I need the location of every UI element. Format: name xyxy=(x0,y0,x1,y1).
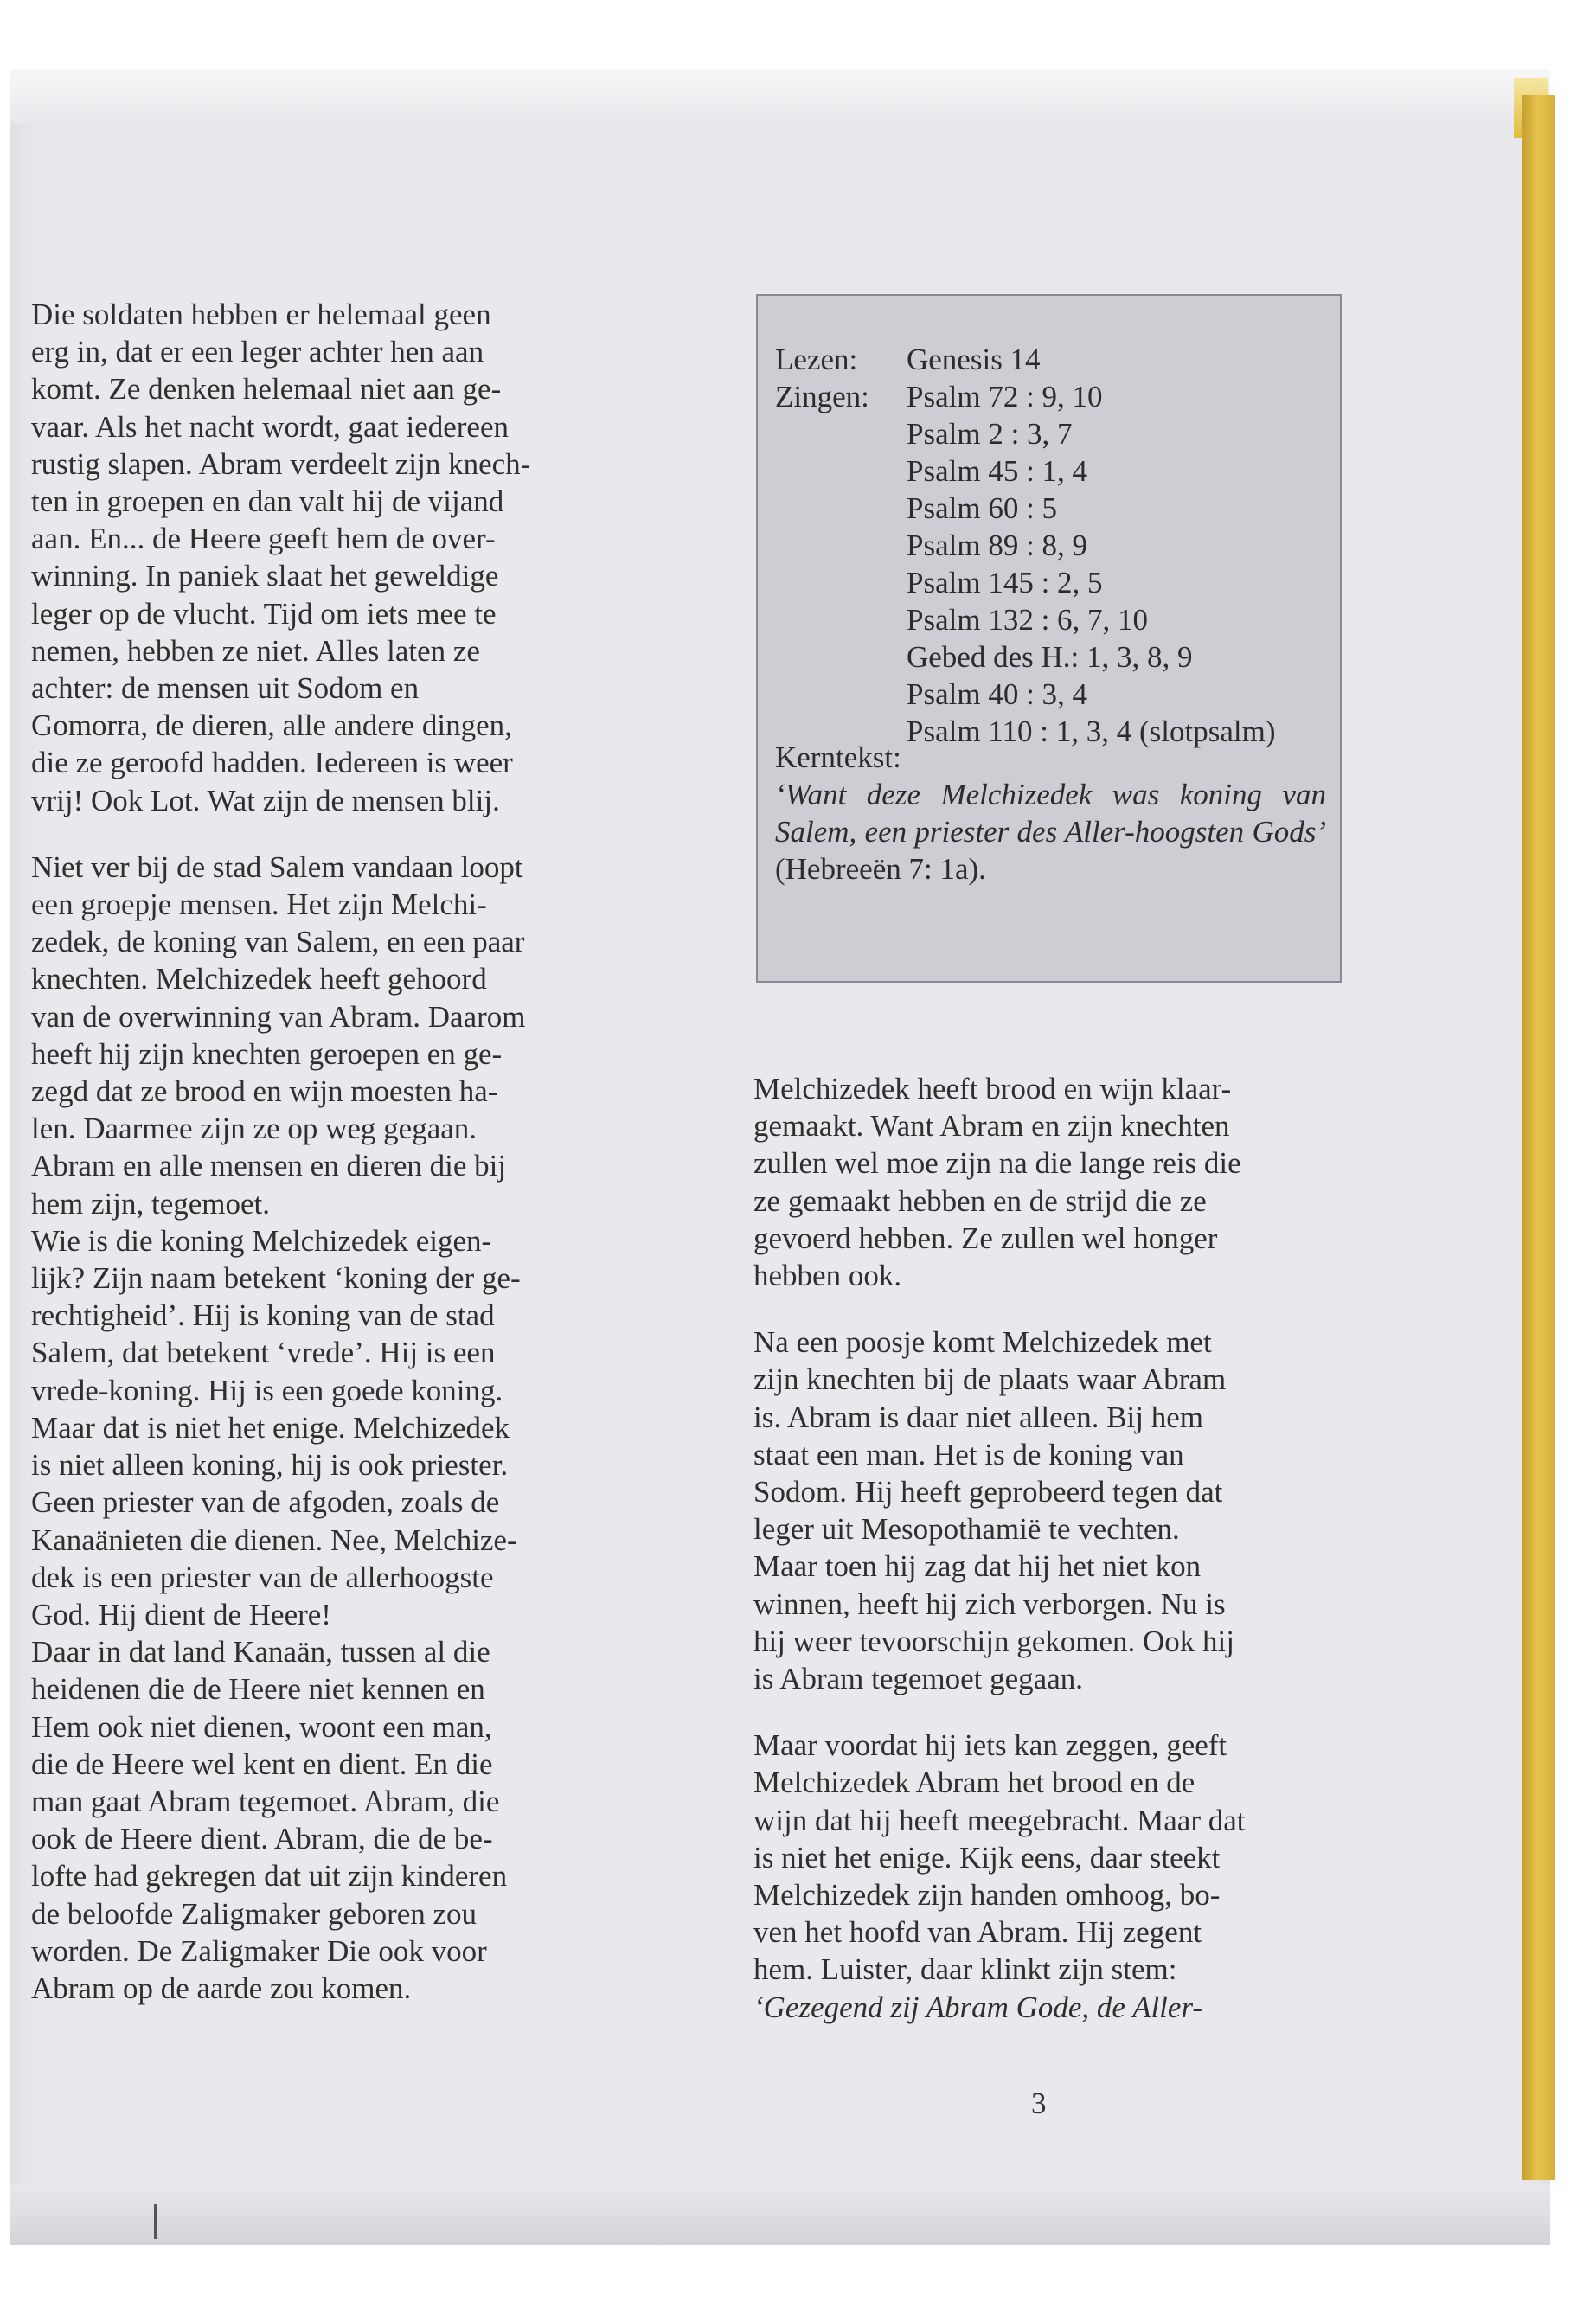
song-item: Psalm 132 : 6, 7, 10 xyxy=(907,603,1149,637)
lezen-label: Lezen: xyxy=(775,343,858,376)
page-number: 3 xyxy=(1031,2086,1047,2120)
zingen-row xyxy=(775,378,907,415)
lezen-value: Genesis 14 xyxy=(907,343,1041,376)
reading-info-box xyxy=(756,294,1342,983)
song-item: Psalm 40 : 3, 4 xyxy=(907,677,1088,711)
page-bottom-shadow xyxy=(10,2184,1550,2245)
book-spine xyxy=(1522,95,1555,2180)
paragraph: Maar voordat hij iets kan zeggen, geeft Melchizedek Abram het brood en de wijn dat hij heeft meegebracht. Maar dat is niet het enige. Kijk eens, daar steekt Melchizedek zijn handen omhoog, bo- ven het hoofd van Abram. Hij zegent hem. Luister, daar klinkt zijn stem: ‘Gezegend zij Abram Gode, de Aller- xyxy=(753,1728,1246,2024)
quote-line: ‘Gezegend zij Abram Gode, de Aller- xyxy=(753,1990,1203,2024)
paragraph: Na een poosje komt Melchizedek met zijn knechten bij de plaats waar Abram is. Abram is daar niet alleen. Bij hem staat een man. Het is de koning van Sodom. Hij heeft geprobeerd tegen dat leger uit Mesopothamië te vechten. Maar toen hij zag dat hij het niet kon winnen, heeft hij zich verborgen. Nu is hij weer tevoorschijn gekomen. Ook hij is Abram tegemoet gegaan. xyxy=(753,1325,1234,1696)
song-item: Psalm 145 : 2, 5 xyxy=(907,566,1103,599)
zingen-label: Zingen: xyxy=(775,380,869,413)
lezen-row xyxy=(775,341,1041,378)
page-top-shadow xyxy=(10,69,1550,123)
kerntekst-text xyxy=(775,776,1326,888)
scan-mark xyxy=(154,2204,157,2239)
kerntekst-reference: (Hebreeën 7: 1a). xyxy=(775,852,986,887)
paragraph: Melchizedek heeft brood en wijn klaar- gemaakt. Want Abram en zijn knechten zullen wel moe zijn na die lange reis die ze gemaakt hebben en de strijd die ze gevoerd hebben. Ze zullen wel honger hebben ook. xyxy=(753,1072,1241,1293)
right-column xyxy=(753,1070,1341,2026)
kerntekst-quote: ‘Want deze Melchizedek was koning van Salem, een priester des Aller-hoogsten Gods’ xyxy=(775,778,1326,849)
paragraph: Die soldaten hebben er helemaal geen erg in, dat er een leger achter hen aan komt. Ze denken helemaal niet aan ge- vaar. Als het nacht wordt, gaat iedereen rustig slapen. Abram verdeelt zijn knech- ten in groepen en dan valt hij de vijand aan. En... de Heere geeft hem de over- winning. In paniek slaat het geweldige leger op de vlucht. Tijd om iets mee te nemen, hebben ze niet. Alles laten ze achter: de mensen uit Sodom en Gomorra, de dieren, alle andere dingen, die ze geroofd hadden. Iedereen is weer vrij! Ook Lot. Wat zijn de mensen blij. xyxy=(31,298,531,817)
song-item: Psalm 2 : 3, 7 xyxy=(907,417,1073,451)
song-item: Gebed des H.: 1, 3, 8, 9 xyxy=(907,640,1193,674)
left-column xyxy=(31,296,619,2007)
song-item: Psalm 72 : 9, 10 xyxy=(907,380,1103,413)
kerntekst-label: Kerntekst: xyxy=(775,740,901,774)
song-item: Psalm 45 : 1, 4 xyxy=(907,454,1088,488)
song-item: Psalm 110 : 1, 3, 4 (slotpsalm) xyxy=(907,715,1276,748)
paragraph: Niet ver bij de stad Salem vandaan loopt een groepje mensen. Het zijn Melchi- zedek, de koning van Salem, en een paar knechten. Melchizedek heeft gehoord van de overwinning van Abram. Daarom heeft hij zijn knechten geroepen en ge- zegd dat ze brood en wijn moesten ha- len. Daarmee zijn ze op weg gegaan. Abram en alle mensen en dieren die bij hem zijn, tegemoet. Wie is die koning Melchizedek eigen- lijk? Zijn naam betekent ‘koning der ge- rechtigheid’. Hij is koning van de stad Salem, dat betekent ‘vrede’. Hij is een vrede-koning. Hij is een goede koning. Maar dat is niet het enige. Melchizedek is niet alleen koning, hij is ook priester. Geen priester van de afgoden, zoals de Kanaänieten die dienen. Nee, Melchize- dek is een priester van de allerhoogste God. Hij dient de Heere! Daar in dat land Kanaän, tussen al die heidenen die de Heere niet kennen en Hem ook niet dienen, woont een man, die de Heere wel kent en dient. En die man gaat Abram tegemoet. Abram, die ook de Heere dient. Abram, die de be- lofte had gekregen dat uit zijn kinderen de beloofde Zaligmaker geboren zou worden. De Zaligmaker Die ook voor Abram op de aarde zou komen. xyxy=(31,849,526,2005)
song-item: Psalm 89 : 8, 9 xyxy=(907,529,1088,562)
song-item: Psalm 60 : 5 xyxy=(907,491,1058,525)
